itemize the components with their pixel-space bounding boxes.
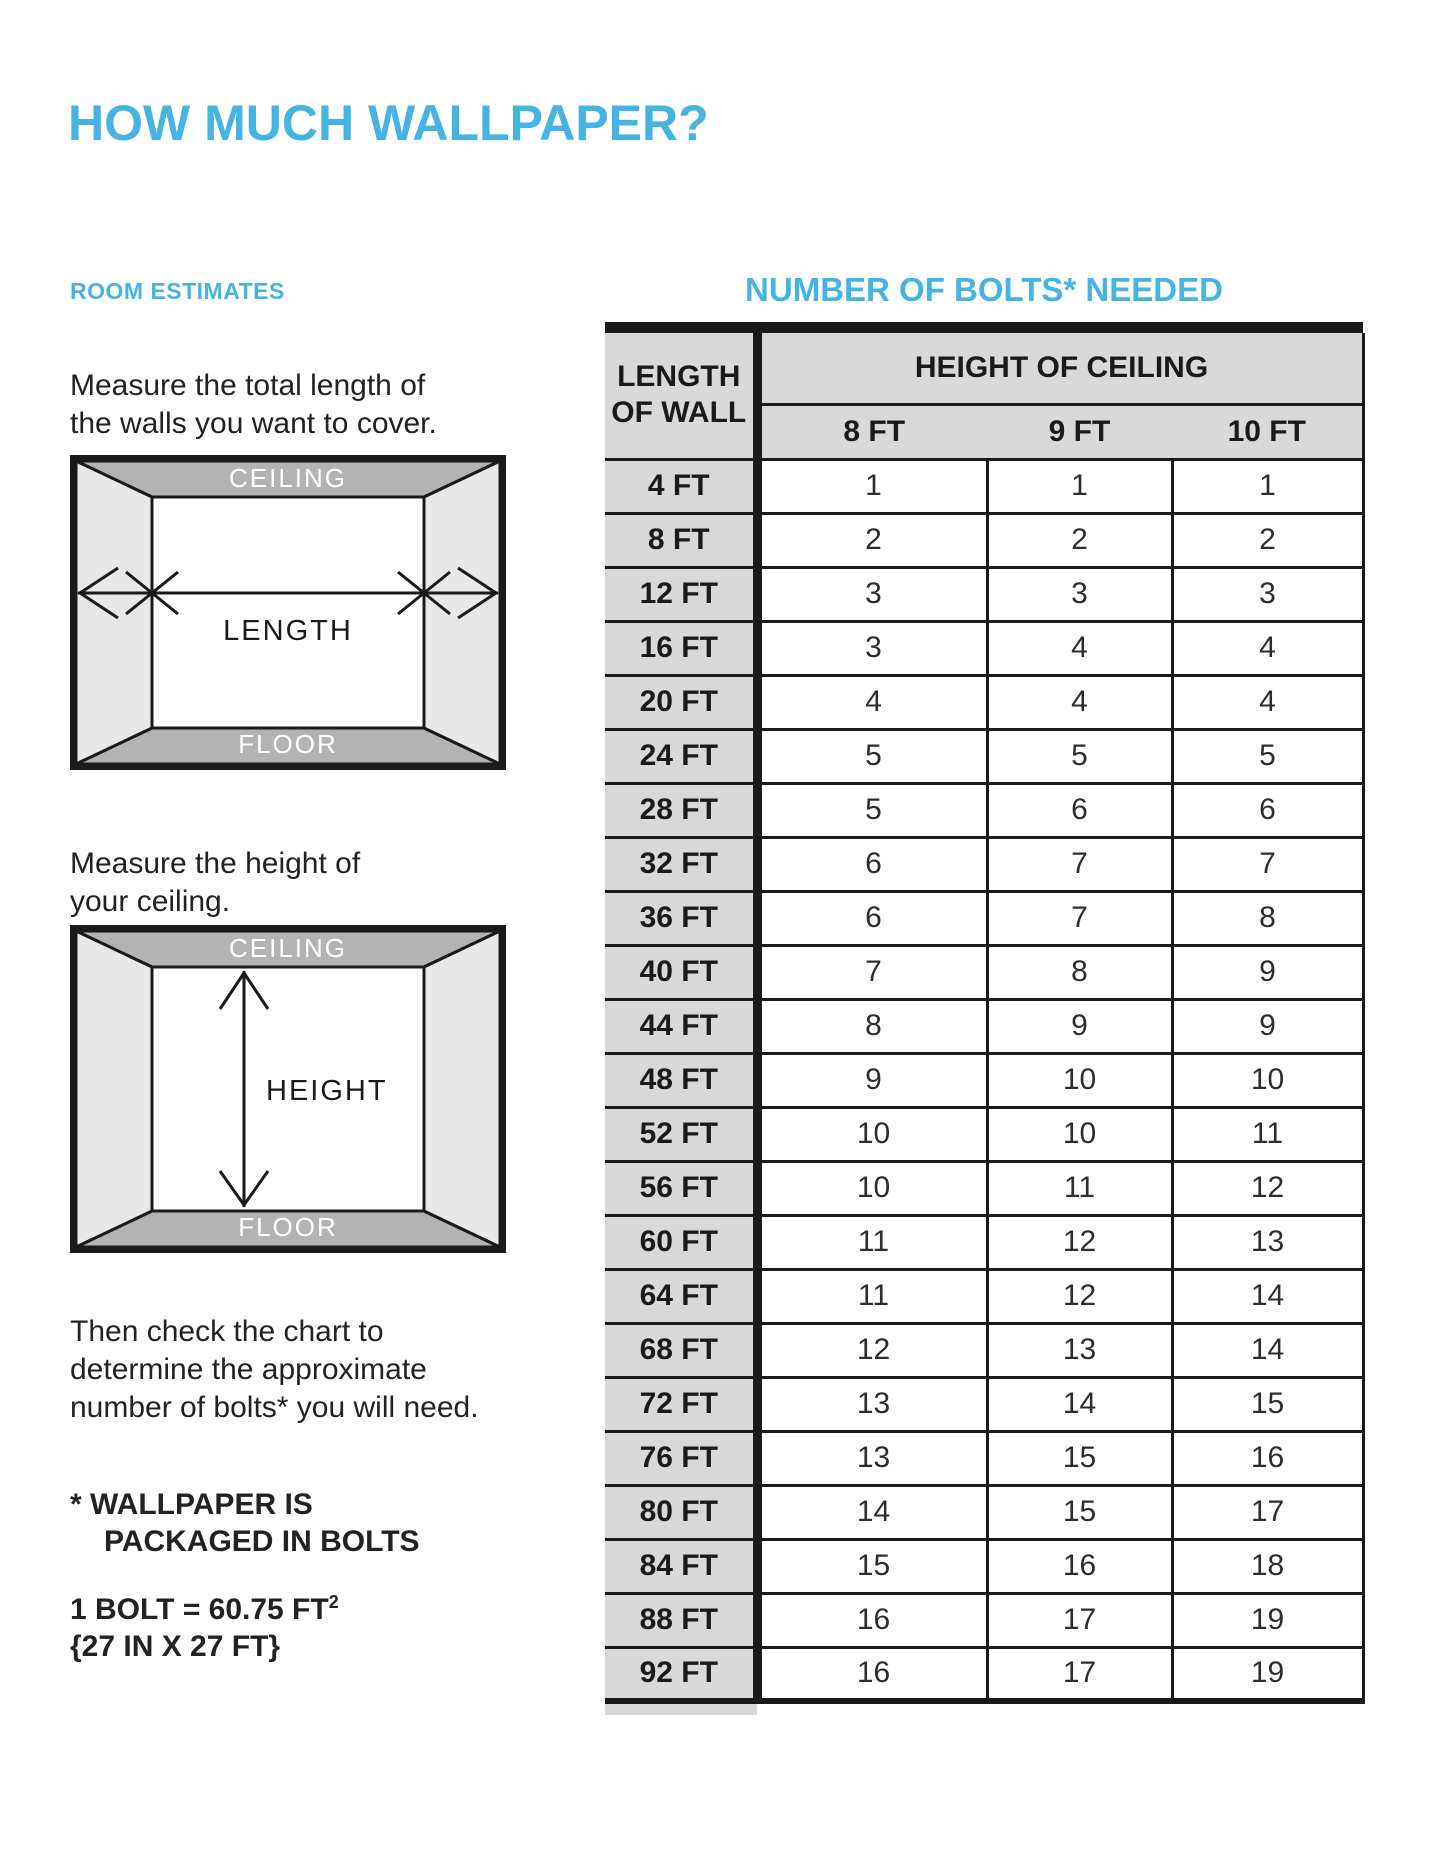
cell-bolts-8ft: 13	[757, 1377, 987, 1431]
cell-bolts-10ft: 9	[1172, 999, 1363, 1053]
cell-bolts-9ft: 17	[987, 1593, 1172, 1647]
bolt-equation-text: 1 BOLT = 60.75 FT	[70, 1593, 329, 1626]
row-label-wall-length: 44 FT	[605, 999, 757, 1053]
cell-bolts-9ft: 13	[987, 1323, 1172, 1377]
cell-bolts-8ft: 5	[757, 783, 987, 837]
cell-bolts-9ft: 15	[987, 1431, 1172, 1485]
length-label: LENGTH	[223, 615, 353, 647]
row-label-wall-length: 48 FT	[605, 1053, 757, 1107]
paragraph-line: determine the approximate	[70, 1353, 427, 1386]
right-wall	[424, 461, 500, 764]
cell-bolts-9ft: 10	[987, 1107, 1172, 1161]
cell-bolts-9ft: 4	[987, 621, 1172, 675]
paragraph-line: Measure the height of	[70, 847, 361, 880]
col-header-10ft: 10 FT	[1172, 404, 1363, 459]
table-row	[605, 1107, 1363, 1161]
table-row	[605, 891, 1363, 945]
section-heading-room-estimates: ROOM ESTIMATES	[70, 278, 285, 304]
row-label-wall-length: 76 FT	[605, 1431, 757, 1485]
cell-bolts-10ft: 10	[1172, 1053, 1363, 1107]
cell-bolts-8ft: 10	[757, 1107, 987, 1161]
left-wall	[76, 461, 152, 764]
note-line: * WALLPAPER IS	[70, 1488, 313, 1521]
table-row	[605, 1161, 1363, 1215]
cell-bolts-10ft: 4	[1172, 621, 1363, 675]
table-row	[605, 837, 1363, 891]
cell-bolts-10ft: 5	[1172, 729, 1363, 783]
row-label-wall-length: 72 FT	[605, 1377, 757, 1431]
cell-bolts-9ft: 1	[987, 459, 1172, 513]
cell-bolts-9ft: 12	[987, 1269, 1172, 1323]
row-label-wall-length: 12 FT	[605, 567, 757, 621]
row-label-wall-length: 32 FT	[605, 837, 757, 891]
cell-bolts-10ft: 14	[1172, 1323, 1363, 1377]
table-row	[605, 1593, 1363, 1647]
row-label-wall-length: 80 FT	[605, 1485, 757, 1539]
bolt-exponent: 2	[328, 1592, 339, 1612]
cell-bolts-8ft: 9	[757, 1053, 987, 1107]
row-label-wall-length: 68 FT	[605, 1323, 757, 1377]
table-row	[605, 1215, 1363, 1269]
cell-bolts-8ft: 6	[757, 891, 987, 945]
row-label-wall-length: 92 FT	[605, 1647, 757, 1701]
col-group-header-height-of-ceiling: HEIGHT OF CEILING	[757, 333, 1363, 404]
cell-bolts-9ft: 8	[987, 945, 1172, 999]
cell-bolts-8ft: 11	[757, 1269, 987, 1323]
page-title: HOW MUCH WALLPAPER?	[68, 94, 709, 151]
col-header-line: OF WALL	[611, 396, 747, 430]
row-label-wall-length: 52 FT	[605, 1107, 757, 1161]
cell-bolts-9ft: 6	[987, 783, 1172, 837]
cell-bolts-8ft: 2	[757, 513, 987, 567]
table-row	[605, 1431, 1363, 1485]
table-row	[605, 783, 1363, 837]
height-label: HEIGHT	[266, 1075, 388, 1107]
table-row	[605, 729, 1363, 783]
cell-bolts-9ft: 5	[987, 729, 1172, 783]
table-row	[605, 945, 1363, 999]
cell-bolts-9ft: 17	[987, 1647, 1172, 1701]
cell-bolts-8ft: 3	[757, 621, 987, 675]
paragraph-line: Then check the chart to	[70, 1315, 384, 1348]
paragraph-line: your ceiling.	[70, 885, 231, 918]
cell-bolts-10ft: 16	[1172, 1431, 1363, 1485]
row-label-wall-length: 60 FT	[605, 1215, 757, 1269]
cell-bolts-10ft: 9	[1172, 945, 1363, 999]
cell-bolts-9ft: 11	[987, 1161, 1172, 1215]
row-label-wall-length: 4 FT	[605, 459, 757, 513]
col-header-line: LENGTH	[617, 360, 741, 394]
cell-bolts-10ft: 1	[1172, 459, 1363, 513]
ceiling-label: CEILING	[228, 933, 348, 963]
col-header-8ft: 8 FT	[757, 404, 987, 459]
floor-label: FLOOR	[238, 729, 338, 759]
cell-bolts-9ft: 7	[987, 837, 1172, 891]
cell-bolts-8ft: 3	[757, 567, 987, 621]
paragraph-line: the walls you want to cover.	[70, 407, 437, 440]
table-row	[605, 1485, 1363, 1539]
cell-bolts-9ft: 12	[987, 1215, 1172, 1269]
bolts-table	[605, 333, 1365, 1704]
table-row	[605, 621, 1363, 675]
cell-bolts-10ft: 4	[1172, 675, 1363, 729]
row-label-wall-length: 24 FT	[605, 729, 757, 783]
bolt-dimensions: {27 IN X 27 FT}	[70, 1630, 281, 1663]
cell-bolts-8ft: 1	[757, 459, 987, 513]
cell-bolts-8ft: 11	[757, 1215, 987, 1269]
section-heading-bolts-needed: NUMBER OF BOLTS* NEEDED	[745, 271, 1223, 308]
row-label-wall-length: 28 FT	[605, 783, 757, 837]
row-label-wall-length: 8 FT	[605, 513, 757, 567]
cell-bolts-10ft: 18	[1172, 1539, 1363, 1593]
cell-bolts-9ft: 14	[987, 1377, 1172, 1431]
row-label-wall-length: 40 FT	[605, 945, 757, 999]
cell-bolts-10ft: 11	[1172, 1107, 1363, 1161]
row-label-wall-length: 88 FT	[605, 1593, 757, 1647]
right-wall	[424, 931, 500, 1247]
cell-bolts-9ft: 9	[987, 999, 1172, 1053]
back-wall	[152, 497, 424, 728]
table-row	[605, 1377, 1363, 1431]
row-label-wall-length: 56 FT	[605, 1161, 757, 1215]
table-row	[605, 1269, 1363, 1323]
col-header-length-of-wall	[605, 333, 757, 459]
cell-bolts-8ft: 13	[757, 1431, 987, 1485]
cell-bolts-8ft: 12	[757, 1323, 987, 1377]
paragraph-measure-height	[70, 845, 360, 921]
cell-bolts-9ft: 2	[987, 513, 1172, 567]
cell-bolts-8ft: 16	[757, 1593, 987, 1647]
bolt-size-info	[70, 1591, 339, 1665]
cell-bolts-8ft: 16	[757, 1647, 987, 1701]
table-row	[605, 1053, 1363, 1107]
cell-bolts-8ft: 15	[757, 1539, 987, 1593]
table-row	[605, 513, 1363, 567]
cell-bolts-10ft: 17	[1172, 1485, 1363, 1539]
table-row	[605, 1539, 1363, 1593]
cell-bolts-10ft: 7	[1172, 837, 1363, 891]
ceiling-label: CEILING	[228, 463, 348, 493]
note-line: PACKAGED IN BOLTS	[104, 1525, 420, 1558]
table-row	[605, 459, 1363, 513]
cell-bolts-8ft: 14	[757, 1485, 987, 1539]
cell-bolts-10ft: 15	[1172, 1377, 1363, 1431]
table-top-bar	[605, 322, 1363, 333]
cell-bolts-10ft: 19	[1172, 1647, 1363, 1701]
left-wall	[76, 931, 152, 1247]
col-header-9ft: 9 FT	[987, 404, 1172, 459]
row-label-wall-length: 20 FT	[605, 675, 757, 729]
table-row	[605, 1323, 1363, 1377]
cell-bolts-10ft: 6	[1172, 783, 1363, 837]
cell-bolts-8ft: 6	[757, 837, 987, 891]
paragraph-measure-length	[70, 367, 437, 443]
cell-bolts-8ft: 8	[757, 999, 987, 1053]
cell-bolts-10ft: 3	[1172, 567, 1363, 621]
row-label-wall-length: 84 FT	[605, 1539, 757, 1593]
bolt-equation	[70, 1591, 339, 1628]
cell-bolts-8ft: 5	[757, 729, 987, 783]
bolts-table-container	[605, 322, 1363, 1715]
floor-label: FLOOR	[238, 1212, 338, 1242]
cell-bolts-8ft: 10	[757, 1161, 987, 1215]
cell-bolts-9ft: 7	[987, 891, 1172, 945]
cell-bolts-8ft: 7	[757, 945, 987, 999]
cell-bolts-9ft: 4	[987, 675, 1172, 729]
cell-bolts-10ft: 12	[1172, 1161, 1363, 1215]
table-row	[605, 1647, 1363, 1701]
col1-bottom-stub	[605, 1704, 757, 1715]
cell-bolts-10ft: 13	[1172, 1215, 1363, 1269]
table-row	[605, 675, 1363, 729]
wallpaper-bolts-note	[70, 1486, 420, 1560]
paragraph-check-chart	[70, 1313, 479, 1427]
cell-bolts-9ft: 3	[987, 567, 1172, 621]
table-row	[605, 999, 1363, 1053]
cell-bolts-10ft: 19	[1172, 1593, 1363, 1647]
row-label-wall-length: 16 FT	[605, 621, 757, 675]
ceiling-height-diagram	[70, 925, 506, 1253]
row-label-wall-length: 36 FT	[605, 891, 757, 945]
room-length-diagram	[70, 455, 506, 770]
row-label-wall-length: 64 FT	[605, 1269, 757, 1323]
cell-bolts-10ft: 8	[1172, 891, 1363, 945]
cell-bolts-9ft: 10	[987, 1053, 1172, 1107]
cell-bolts-9ft: 16	[987, 1539, 1172, 1593]
paragraph-line: number of bolts* you will need.	[70, 1391, 479, 1424]
cell-bolts-9ft: 15	[987, 1485, 1172, 1539]
cell-bolts-8ft: 4	[757, 675, 987, 729]
cell-bolts-10ft: 14	[1172, 1269, 1363, 1323]
cell-bolts-10ft: 2	[1172, 513, 1363, 567]
table-row	[605, 567, 1363, 621]
group-header-row	[605, 333, 1363, 404]
paragraph-line: Measure the total length of	[70, 369, 426, 402]
